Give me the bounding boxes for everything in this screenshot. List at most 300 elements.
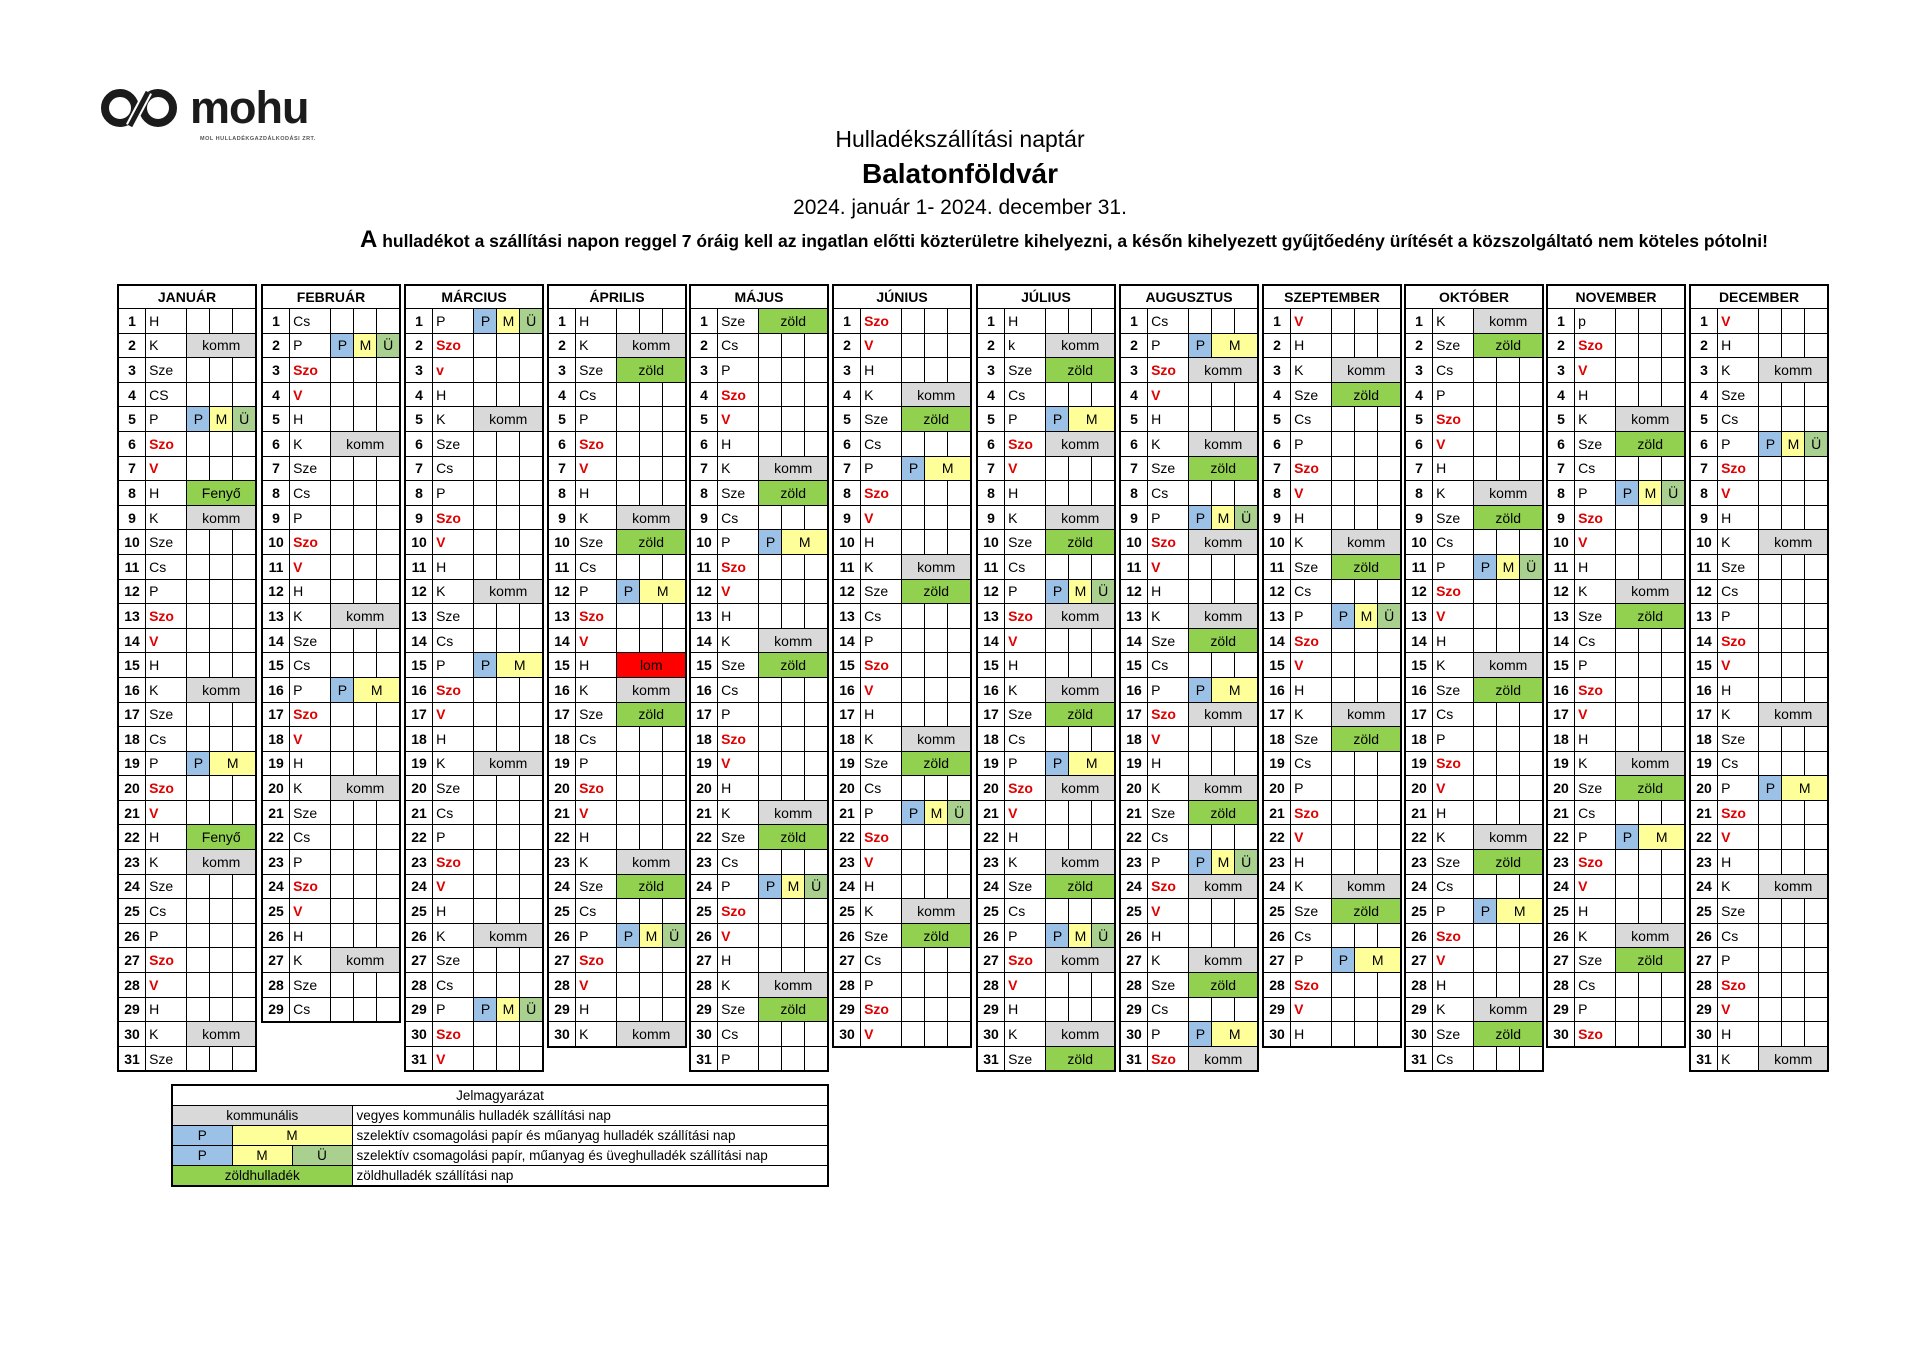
day-row	[1120, 530, 1258, 555]
weekday: Szo	[576, 776, 617, 801]
empty-cell	[1355, 333, 1378, 358]
empty-cell	[1639, 628, 1662, 653]
weekday: Szo	[1148, 358, 1189, 383]
empty-cell	[354, 382, 377, 407]
day-number: 2	[262, 333, 290, 358]
day-row	[1547, 604, 1685, 629]
empty-cell	[474, 702, 497, 727]
weekday: K	[433, 579, 474, 604]
weekday: K	[1291, 702, 1332, 727]
day-number: 7	[262, 456, 290, 481]
bulky-waste-pickup: lom	[617, 653, 686, 678]
empty-cell	[1474, 776, 1497, 801]
day-row	[1405, 874, 1543, 899]
day-row	[977, 1022, 1115, 1047]
empty-cell	[1332, 333, 1355, 358]
weekday: Sze	[290, 628, 331, 653]
day-number: 25	[833, 899, 861, 924]
empty-cell	[782, 554, 805, 579]
weekday: P	[1433, 382, 1474, 407]
day-row	[405, 358, 543, 383]
empty-cell	[1092, 997, 1115, 1022]
day-row	[833, 825, 971, 850]
empty-cell	[1805, 825, 1828, 850]
day-number: 22	[1690, 825, 1718, 850]
empty-cell	[1805, 800, 1828, 825]
day-number: 27	[1547, 948, 1575, 973]
green-waste-pickup: zöld	[1332, 554, 1401, 579]
plastic-pickup: M	[354, 333, 377, 358]
day-row	[1690, 431, 1828, 456]
day-row	[833, 997, 971, 1022]
day-row	[405, 579, 543, 604]
notice-initial: A	[360, 226, 378, 253]
weekday: V	[146, 456, 187, 481]
day-row	[1263, 850, 1401, 875]
empty-cell	[1332, 431, 1355, 456]
empty-cell	[1805, 751, 1828, 776]
day-number: 16	[262, 677, 290, 702]
month-9	[1262, 284, 1402, 1048]
weekday: V	[1148, 554, 1189, 579]
empty-cell	[1616, 677, 1639, 702]
day-row	[1263, 825, 1401, 850]
day-row	[833, 1022, 971, 1047]
empty-cell	[1662, 505, 1685, 530]
empty-cell	[1616, 874, 1639, 899]
empty-cell	[1332, 653, 1355, 678]
day-number: 5	[262, 407, 290, 432]
day-row	[1405, 604, 1543, 629]
weekday: Sze	[433, 604, 474, 629]
day-row	[118, 604, 256, 629]
day-row	[118, 628, 256, 653]
empty-cell	[474, 973, 497, 998]
empty-cell	[640, 899, 663, 924]
day-number: 25	[118, 899, 146, 924]
day-row	[1547, 899, 1685, 924]
day-row	[1405, 800, 1543, 825]
empty-cell	[640, 825, 663, 850]
weekday: p	[1575, 309, 1616, 334]
empty-cell	[640, 948, 663, 973]
communal-pickup: komm	[474, 923, 543, 948]
weekday: Sze	[1005, 702, 1046, 727]
day-number: 23	[1690, 850, 1718, 875]
paper-pickup: P	[1046, 751, 1069, 776]
weekday: Cs	[290, 653, 331, 678]
glass-pickup: Ü	[1805, 431, 1828, 456]
weekday: Sze	[433, 948, 474, 973]
day-number: 3	[1690, 358, 1718, 383]
empty-cell	[1069, 309, 1092, 334]
empty-cell	[1520, 431, 1543, 456]
weekday: H	[433, 899, 474, 924]
day-number: 19	[1263, 751, 1291, 776]
day-number: 4	[262, 382, 290, 407]
empty-cell	[617, 628, 640, 653]
weekday: H	[1291, 505, 1332, 530]
green-waste-pickup: zöld	[1046, 702, 1115, 727]
weekday: Szo	[290, 530, 331, 555]
month-name: OKTÓBER	[1405, 285, 1543, 309]
empty-cell	[1069, 653, 1092, 678]
paper-pickup: P	[1474, 554, 1497, 579]
weekday: K	[1433, 309, 1474, 334]
weekday: V	[433, 874, 474, 899]
empty-cell	[782, 407, 805, 432]
day-number: 13	[1120, 604, 1148, 629]
empty-cell	[902, 653, 925, 678]
day-number: 22	[405, 825, 433, 850]
day-number: 26	[548, 923, 576, 948]
empty-cell	[187, 530, 210, 555]
empty-cell	[210, 358, 233, 383]
day-number: 21	[1547, 800, 1575, 825]
weekday: P	[1148, 333, 1189, 358]
empty-cell	[1046, 456, 1069, 481]
day-number: 19	[262, 751, 290, 776]
day-number: 13	[833, 604, 861, 629]
empty-cell	[1782, 850, 1805, 875]
day-number: 10	[262, 530, 290, 555]
day-row	[405, 505, 543, 530]
weekday: Cs	[1291, 923, 1332, 948]
day-number: 9	[1263, 505, 1291, 530]
plastic-pickup: M	[1639, 481, 1662, 506]
empty-cell	[1759, 973, 1782, 998]
empty-cell	[948, 431, 971, 456]
communal-pickup: komm	[1189, 776, 1258, 801]
communal-pickup: komm	[1616, 751, 1685, 776]
day-number: 29	[1120, 997, 1148, 1022]
empty-cell	[925, 677, 948, 702]
empty-cell	[210, 554, 233, 579]
day-row	[548, 973, 686, 998]
paper-pickup: P	[1332, 604, 1355, 629]
weekday: P	[290, 850, 331, 875]
empty-cell	[1355, 776, 1378, 801]
empty-cell	[1520, 948, 1543, 973]
empty-cell	[1805, 481, 1828, 506]
day-row	[118, 727, 256, 752]
empty-cell	[187, 604, 210, 629]
green-waste-pickup: zöld	[1046, 874, 1115, 899]
communal-pickup: komm	[1046, 431, 1115, 456]
weekday: H	[1148, 579, 1189, 604]
empty-cell	[331, 481, 354, 506]
legend-pm-paper: P	[172, 1126, 232, 1146]
weekday: H	[290, 751, 331, 776]
empty-cell	[331, 530, 354, 555]
empty-cell	[1212, 407, 1235, 432]
legend-green-desc: zöldhulladék szállítási nap	[352, 1166, 828, 1187]
weekday: H	[1005, 997, 1046, 1022]
day-number: 21	[1405, 800, 1433, 825]
empty-cell	[1378, 431, 1401, 456]
day-row	[690, 481, 828, 506]
day-number: 26	[262, 923, 290, 948]
empty-cell	[331, 579, 354, 604]
empty-cell	[902, 1022, 925, 1047]
empty-cell	[1355, 677, 1378, 702]
day-number: 27	[548, 948, 576, 973]
paper-pickup: P	[474, 653, 497, 678]
day-row	[1690, 997, 1828, 1022]
weekday: Sze	[1005, 358, 1046, 383]
empty-cell	[520, 727, 543, 752]
day-row	[1547, 825, 1685, 850]
day-row	[1120, 874, 1258, 899]
weekday: P	[718, 702, 759, 727]
day-row	[1690, 653, 1828, 678]
day-number: 29	[1263, 997, 1291, 1022]
day-row	[548, 579, 686, 604]
empty-cell	[354, 628, 377, 653]
empty-cell	[617, 604, 640, 629]
weekday: K	[1433, 997, 1474, 1022]
day-row	[405, 1046, 543, 1071]
empty-cell	[474, 874, 497, 899]
communal-pickup: komm	[187, 333, 256, 358]
day-number: 4	[548, 382, 576, 407]
empty-cell	[925, 850, 948, 875]
weekday: Szo	[146, 431, 187, 456]
weekday: P	[1433, 554, 1474, 579]
weekday: H	[146, 997, 187, 1022]
green-waste-pickup: zöld	[1474, 505, 1543, 530]
empty-cell	[233, 382, 256, 407]
day-row	[1690, 407, 1828, 432]
empty-cell	[377, 751, 400, 776]
empty-cell	[1355, 309, 1378, 334]
empty-cell	[331, 899, 354, 924]
weekday: K	[576, 1022, 617, 1047]
day-number: 6	[1120, 431, 1148, 456]
empty-cell	[497, 431, 520, 456]
empty-cell	[331, 653, 354, 678]
day-number: 4	[690, 382, 718, 407]
day-row	[548, 899, 686, 924]
empty-cell	[331, 800, 354, 825]
empty-cell	[1616, 505, 1639, 530]
empty-cell	[1092, 653, 1115, 678]
day-number: 15	[977, 653, 1005, 678]
day-row	[548, 776, 686, 801]
weekday: P	[1005, 751, 1046, 776]
weekday: K	[861, 554, 902, 579]
day-number: 2	[1405, 333, 1433, 358]
empty-cell	[377, 505, 400, 530]
weekday: Szo	[1148, 1046, 1189, 1071]
weekday: P	[1148, 850, 1189, 875]
weekday: Cs	[861, 604, 902, 629]
weekday: k	[1005, 333, 1046, 358]
day-row	[1547, 677, 1685, 702]
empty-cell	[331, 850, 354, 875]
weekday: V	[1148, 382, 1189, 407]
day-number: 28	[1405, 973, 1433, 998]
weekday: H	[1433, 628, 1474, 653]
weekday: Szo	[1575, 1022, 1616, 1047]
day-row	[690, 948, 828, 973]
day-number: 22	[1120, 825, 1148, 850]
day-row	[1690, 505, 1828, 530]
weekday: K	[576, 850, 617, 875]
day-row	[1120, 776, 1258, 801]
day-number: 7	[833, 456, 861, 481]
weekday: P	[718, 358, 759, 383]
day-row	[1405, 382, 1543, 407]
empty-cell	[474, 358, 497, 383]
empty-cell	[1378, 825, 1401, 850]
plastic-pickup: M	[497, 309, 520, 334]
weekday: K	[290, 948, 331, 973]
day-number: 17	[690, 702, 718, 727]
empty-cell	[354, 309, 377, 334]
day-row	[1405, 1022, 1543, 1047]
month-name: JÚNIUS	[833, 285, 971, 309]
empty-cell	[925, 973, 948, 998]
empty-cell	[1662, 358, 1685, 383]
day-row	[690, 604, 828, 629]
weekday: H	[576, 653, 617, 678]
plastic-pickup: M	[1782, 776, 1828, 801]
day-row	[833, 776, 971, 801]
day-row	[1690, 923, 1828, 948]
day-number: 28	[118, 973, 146, 998]
day-row	[1263, 358, 1401, 383]
empty-cell	[474, 948, 497, 973]
day-row	[1690, 481, 1828, 506]
empty-cell	[1235, 554, 1258, 579]
empty-cell	[1639, 309, 1662, 334]
empty-cell	[617, 407, 640, 432]
empty-cell	[1497, 776, 1520, 801]
weekday: Cs	[576, 727, 617, 752]
weekday: V	[1005, 800, 1046, 825]
empty-cell	[1046, 899, 1069, 924]
day-number: 24	[690, 874, 718, 899]
empty-cell	[759, 948, 782, 973]
empty-cell	[520, 382, 543, 407]
day-number: 14	[405, 628, 433, 653]
empty-cell	[617, 997, 640, 1022]
empty-cell	[1069, 727, 1092, 752]
day-row	[405, 948, 543, 973]
weekday: K	[1148, 604, 1189, 629]
day-row	[262, 825, 400, 850]
empty-cell	[520, 677, 543, 702]
empty-cell	[1474, 628, 1497, 653]
day-number: 20	[690, 776, 718, 801]
month-6	[832, 284, 972, 1048]
weekday: Cs	[1433, 358, 1474, 383]
weekday: P	[433, 481, 474, 506]
empty-cell	[1497, 604, 1520, 629]
weekday: Cs	[576, 899, 617, 924]
empty-cell	[1497, 579, 1520, 604]
weekday: P	[290, 677, 331, 702]
empty-cell	[1805, 604, 1828, 629]
empty-cell	[1759, 554, 1782, 579]
day-row	[1405, 850, 1543, 875]
empty-cell	[1616, 358, 1639, 383]
day-number: 13	[1547, 604, 1575, 629]
plastic-pickup: M	[640, 579, 686, 604]
empty-cell	[331, 358, 354, 383]
day-number: 26	[405, 923, 433, 948]
empty-cell	[1805, 407, 1828, 432]
empty-cell	[1355, 628, 1378, 653]
empty-cell	[1235, 997, 1258, 1022]
weekday: Cs	[290, 309, 331, 334]
day-row	[548, 702, 686, 727]
empty-cell	[1189, 407, 1212, 432]
day-row	[1547, 431, 1685, 456]
empty-cell	[1189, 825, 1212, 850]
empty-cell	[1235, 923, 1258, 948]
weekday: Szo	[1005, 948, 1046, 973]
plastic-pickup: M	[1355, 604, 1378, 629]
communal-pickup: komm	[759, 973, 828, 998]
weekday: Sze	[718, 997, 759, 1022]
day-row	[118, 431, 256, 456]
day-number: 5	[1547, 407, 1575, 432]
day-row	[1120, 825, 1258, 850]
empty-cell	[663, 407, 686, 432]
empty-cell	[497, 382, 520, 407]
day-number: 16	[1547, 677, 1575, 702]
weekday: Szo	[861, 653, 902, 678]
day-number: 1	[1405, 309, 1433, 334]
weekday: Szo	[1291, 973, 1332, 998]
empty-cell	[902, 677, 925, 702]
day-row	[690, 727, 828, 752]
day-number: 17	[405, 702, 433, 727]
green-waste-pickup: zöld	[617, 530, 686, 555]
empty-cell	[805, 948, 828, 973]
empty-cell	[925, 358, 948, 383]
empty-cell	[1805, 456, 1828, 481]
day-row	[977, 825, 1115, 850]
communal-pickup: komm	[1332, 874, 1401, 899]
empty-cell	[233, 899, 256, 924]
day-number: 18	[1263, 727, 1291, 752]
day-row	[262, 899, 400, 924]
weekday: Szo	[1575, 850, 1616, 875]
day-row	[548, 530, 686, 555]
legend-pmu-glass: Ü	[292, 1146, 352, 1166]
empty-cell	[331, 407, 354, 432]
weekday: Sze	[718, 653, 759, 678]
day-row	[977, 1046, 1115, 1071]
weekday: Sze	[1718, 727, 1759, 752]
empty-cell	[1616, 997, 1639, 1022]
weekday: Sze	[1433, 1022, 1474, 1047]
empty-cell	[663, 800, 686, 825]
empty-cell	[1378, 628, 1401, 653]
day-number: 11	[833, 554, 861, 579]
day-row	[405, 800, 543, 825]
day-row	[977, 604, 1115, 629]
weekday: H	[1291, 333, 1332, 358]
empty-cell	[187, 358, 210, 383]
empty-cell	[377, 579, 400, 604]
day-number: 4	[1120, 382, 1148, 407]
weekday: P	[1005, 579, 1046, 604]
weekday: V	[1005, 973, 1046, 998]
